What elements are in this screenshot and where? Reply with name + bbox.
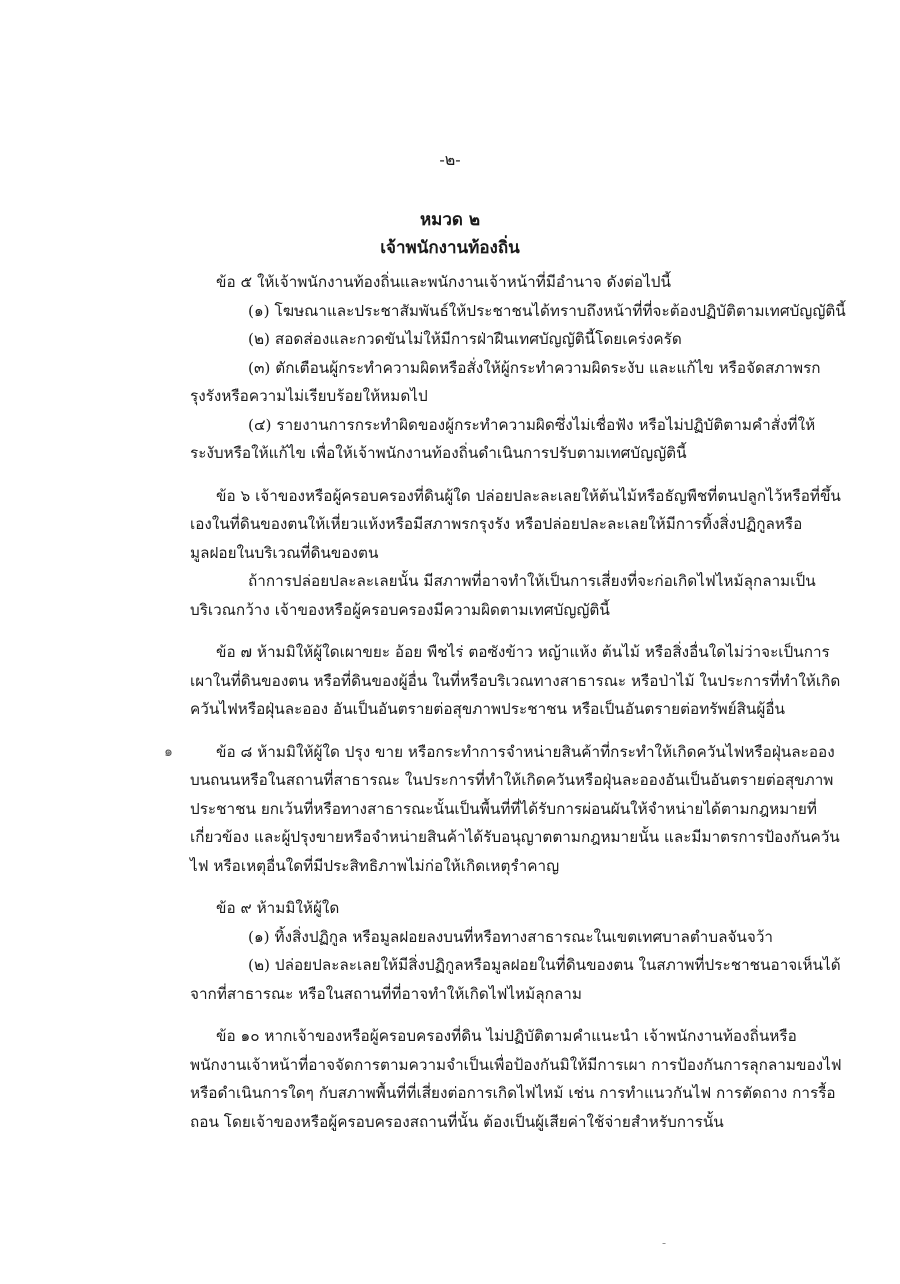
document-body (164, 268, 848, 1136)
section-5-item-1: (๑) โฆษณาและประชาสัมพันธ์ให้ประชาชนได้ทราบถึงหน้าที่ที่จะต้องปฏิบัติตามเทศบัญญัตินี้ (248, 301, 846, 320)
section-5-item-2: (๒) สอดส่องและกวดขันไม่ให้มีการฝ่าฝืนเทศบัญญัตินี้โดยเคร่งครัด (248, 330, 682, 348)
section-10: ข้อ ๑๐ หากเจ้าของหรือผู้ครอบครองที่ดิน ไม่ปฏิบัติตามคำแนะนำ เจ้าพนักงานท้องถิ่นหรือพนักงานเจ้าหน้าที่อาจจัดการตามความจำเป็นเพื่อป้องกันมิให้มีการเผา การป้องกันการลุกลามของไฟหรือดำเนินการใดๆ กับสภาพพื้นที่ที่เสี่ยงต่อการเกิดไฟไหม้ เช่น การทำแนวกันไฟ การตัดถาง การรื้อถอน โดยเจ้าของหรือผู้ครอบครองสถานที่นั้น ต้องเป็นผู้เสียค่าใช้จ่ายสำหรับการนั้น (190, 1027, 842, 1131)
section-9: ข้อ ๙ ห้ามมิให้ผู้ใด (216, 899, 340, 917)
section-5-item-3: (๓) ตักเตือนผู้กระทำความผิดหรือสั่งให้ผู้กระทำความผิดระงับ และแก้ไข หรือจัดสภาพรกรุงรังหรือความไม่เรียบร้อยให้หมดไป (190, 358, 821, 405)
section-6-clause-b: ถ้าการปล่อยปละละเลยนั้น มีสภาพที่อาจทำให้เป็นการเสี่ยงที่จะก่อเกิดไฟไหม้ลุกลามเป็นบริเวณกว้าง เจ้าของหรือผู้ครอบครองมีความผิดตามเทศบัญญัตินี้ (190, 572, 816, 619)
chapter-heading (0, 206, 900, 262)
page-number: -๒- (439, 150, 461, 169)
section-6: ข้อ ๖ เจ้าของหรือผู้ครอบครองที่ดินผู้ใด ปล่อยปละละเลยให้ต้นไม้หรือธัญพืชที่ตนปลูกไว้หรือที่ขึ้นเองในที่ดินของตนให้เหี่ยวแห้งหรือมีสภาพรกรุงรัง หรือปล่อยปละละเลยให้มีการทิ้งสิ่งปฏิกูลหรือมูลฝอยในบริเวณที่ดินของตน (190, 486, 841, 562)
section-8: ข้อ ๘ ห้ามมิให้ผู้ใด ปรุง ขาย หรือกระทำการจำหน่ายสินค้าที่กระทำให้เกิดควันไฟหรือฝุ่นละอองบนถนนหรือในสถานที่สาธารณะ ในประการที่ทำให้เกิดควันหรือฝุ่นละอองอันเป็นอันตรายต่อสุขภาพประชาชน ยกเว้นที่หรือทางสาธารณะนั้นเป็นพื้นที่ที่ได้รับการผ่อนผันให้จำหน่ายได้ตามกฎหมายที่เกี่ยวข้อง และผู้ปรุงขายหรือจำหน่ายสินค้าได้รับอนุญาตตามกฎหมายนั้น และมีมาตรการป้องกันควันไฟ หรือเหตุอื่นใดที่มีประสิทธิภาพไม่ก่อให้เกิดเหตุรำคาญ (190, 742, 840, 875)
chapter-title: หมวด ๒ (419, 210, 481, 230)
section-5: ข้อ ๕ ให้เจ้าพนักงานท้องถิ่นและพนักงานเจ้าหน้าที่มีอำนาจ ดังต่อไปนี้ (216, 273, 671, 291)
section-5-item-4: (๔) รายงานการกระทำผิดของผู้กระทำความผิดซึ่งไม่เชื่อฟัง หรือไม่ปฏิบัติตามคำสั่งที่ให้ระงับหรือให้แก้ไข เพื่อให้เจ้าพนักงานท้องถิ่นดำเนินการปรับตามเทศบัญญัตินี้ (190, 415, 816, 462)
footer-mark: - (662, 1236, 667, 1250)
margin-mark: ๑ (164, 743, 173, 760)
section-7: ข้อ ๗ ห้ามมิให้ผู้ใดเผาขยะ อ้อย พืชไร่ ตอซังข้าว หญ้าแห้ง ต้นไม้ หรือสิ่งอื่นใดไม่ว่าจะเป็นการเผาในที่ดินของตน หรือที่ดินของผู้อื่น ในที่หรือบริเวณทางสาธารณะ หรือป่าไม้ ในประการที่ทำให้เกิดควันไฟหรือฝุ่นละออง อันเป็นอันตรายต่อสุขภาพประชาชน หรือเป็นอันตรายต่อทรัพย์สินผู้อื่น (190, 643, 841, 718)
section-9-item-1: (๑) ทิ้งสิ่งปฏิกูล หรือมูลฝอยลงบนที่หรือทางสาธารณะในเขตเทศบาลตำบลจันจว้า (248, 927, 774, 946)
section-9-item-2: (๒) ปล่อยปละละเลยให้มีสิ่งปฏิกูลหรือมูลฝอยในที่ดินของตน ในสภาพที่ประชาชนอาจเห็นได้จากที่สาธารณะ หรือในสถานที่ที่อาจทำให้เกิดไฟไหม้ลุกลาม (190, 956, 841, 1003)
chapter-subtitle: เจ้าพนักงานท้องถิ่น (380, 238, 520, 258)
